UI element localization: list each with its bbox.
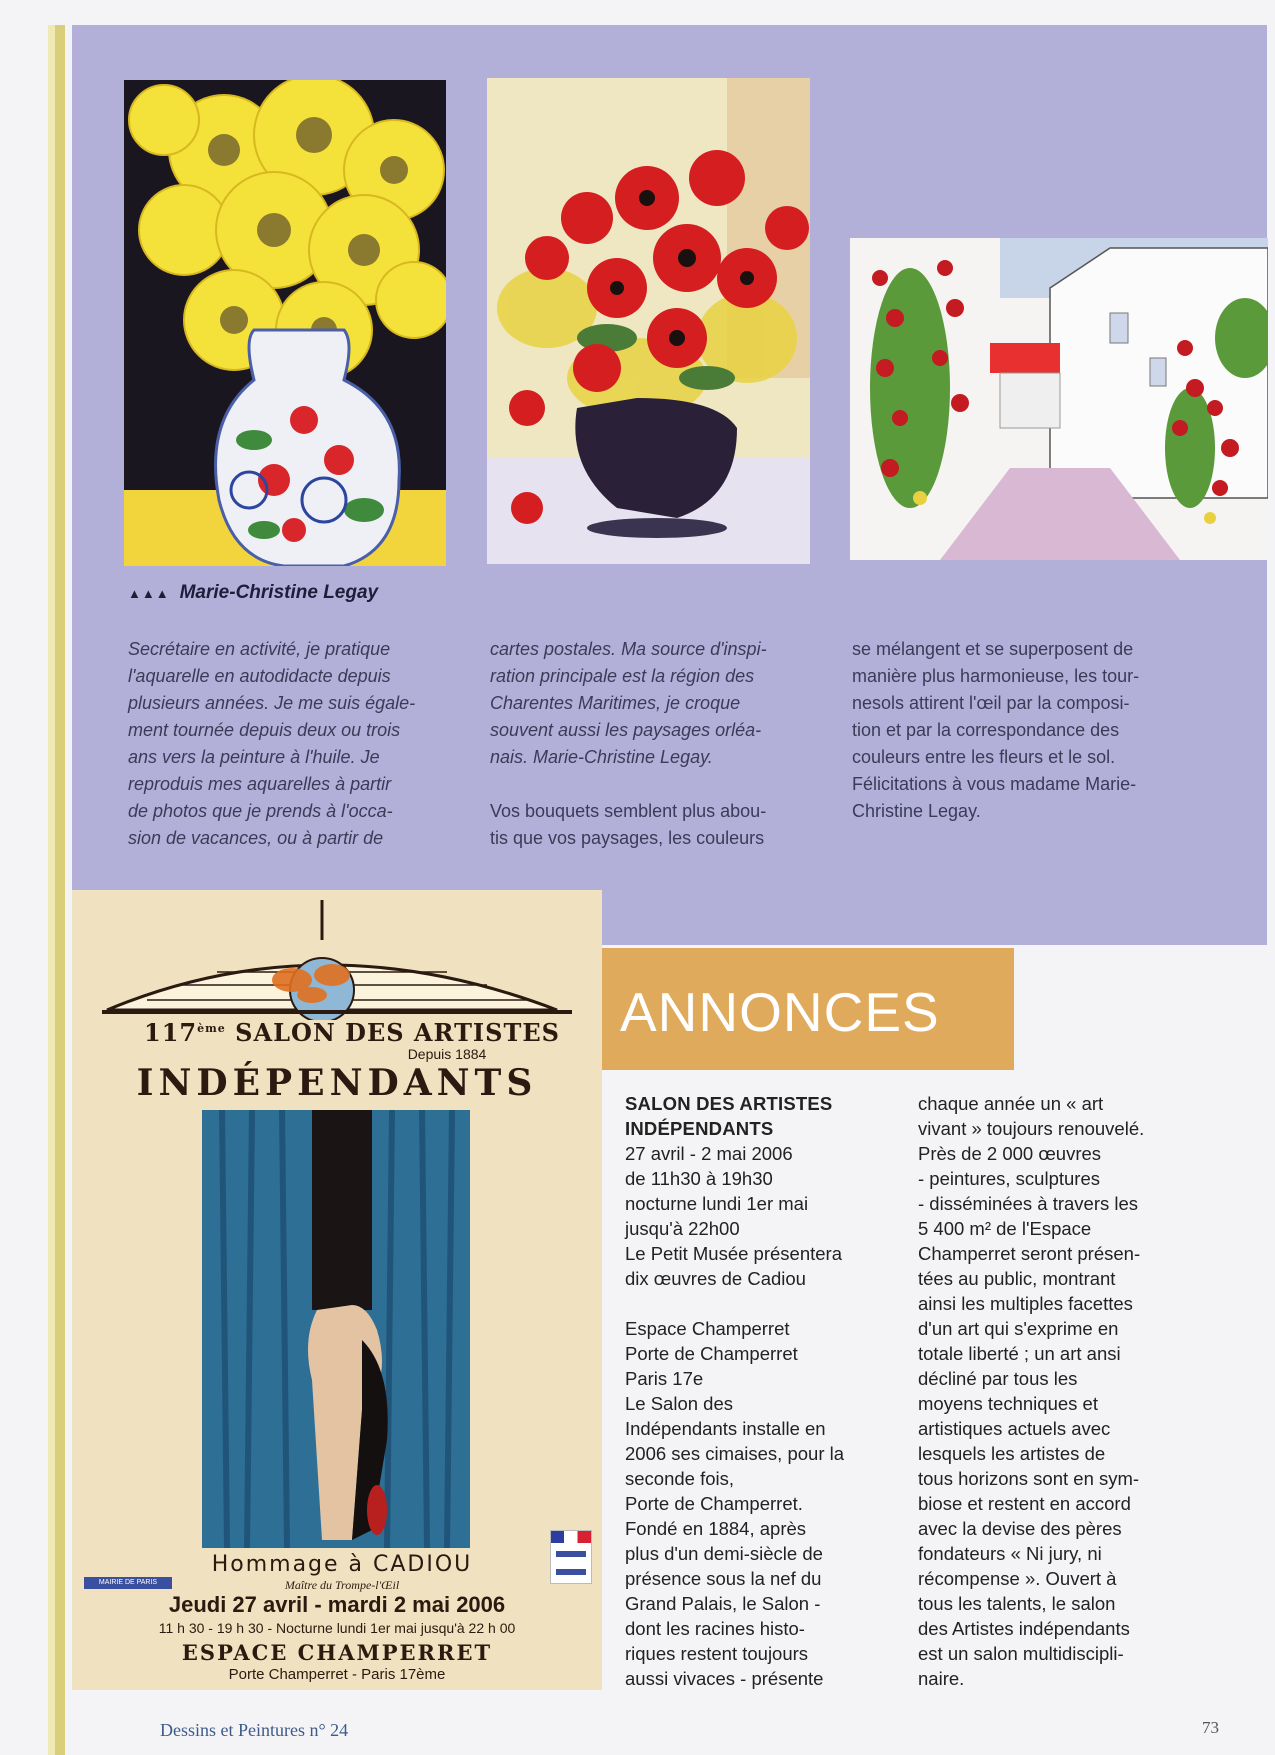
text-line: nesols attirent l'œil par la composi- [852, 693, 1130, 713]
article-column-1 [128, 636, 448, 852]
text-line: des Artistes indépendants [918, 1618, 1130, 1639]
painting-poppies [487, 78, 810, 564]
text-line: artistiques actuels avec [918, 1418, 1111, 1439]
text-line: récompense ». Ouvert à [918, 1568, 1117, 1589]
text-line: souvent aussi les paysages orléa- [490, 720, 762, 740]
cadiou-painting [202, 1110, 470, 1548]
poster-hommage: Hommage à CADIOU [211, 1552, 473, 1577]
text-line: Charentes Maritimes, je croque [490, 693, 741, 713]
text-line: tous horizons sont en sym- [918, 1468, 1140, 1489]
painting-hollyhocks [850, 238, 1268, 560]
text-line: ment tournée depuis deux ou trois [128, 720, 401, 740]
annonce-heading: INDÉPENDANTS [625, 1118, 774, 1139]
text-line: ration principale est la région des [490, 666, 755, 686]
text-line: tion et par la correspondance des [852, 720, 1120, 740]
poster-hours: 11 h 30 - 19 h 30 - Nocturne lundi 1er mai jusqu'à 22 h 00 [158, 1620, 516, 1636]
text-line: est un salon multidiscipli- [918, 1643, 1124, 1664]
text-line: ans vers la peinture à l'huile. Je [128, 747, 380, 767]
grand-palais-illustration [87, 900, 587, 1020]
text-line: plus d'un demi-siècle de [625, 1543, 823, 1564]
page-number: 73 [1202, 1718, 1219, 1737]
text-line: totale liberté ; un art ansi [918, 1343, 1121, 1364]
text-line: riques restent toujours [625, 1643, 809, 1664]
text-line: cartes postales. Ma source d'inspi- [490, 639, 767, 659]
text-line: Christine Legay. [852, 801, 981, 821]
artist-caption [128, 582, 378, 604]
text-line: ainsi les multiples facettes [918, 1293, 1133, 1314]
annonces-column-1 [625, 1091, 890, 1691]
poster-salon-line [127, 1018, 577, 1047]
text-line: naire. [918, 1668, 965, 1689]
text-line: décliné par tous les [918, 1368, 1078, 1389]
text-line: - peintures, sculptures [918, 1168, 1101, 1189]
ministry-logo [550, 1530, 592, 1584]
text-line: chaque année un « art [918, 1093, 1104, 1114]
text-line: de photos que je prends à l'occa- [128, 801, 393, 821]
text-line: Secrétaire en activité, je pratique [128, 639, 391, 659]
annonces-title: ANNONCES [620, 981, 940, 1043]
painting-sunflowers [124, 80, 446, 566]
text-line: Fondé en 1884, après [625, 1518, 807, 1539]
text-line: jusqu'à 22h00 [625, 1218, 740, 1239]
poster-salon: SALON DES ARTISTES [235, 1018, 560, 1047]
poster-independants: INDÉPENDANTS [136, 1062, 538, 1104]
text-line: l'aquarelle en autodidacte depuis [128, 666, 391, 686]
text-line: de 11h30 à 19h30 [625, 1168, 773, 1189]
text-line: nocturne lundi 1er mai [625, 1193, 809, 1214]
text-line: Porte de Champerret [625, 1343, 798, 1364]
poster-address: Porte Champerret - Paris 17ème [228, 1666, 446, 1683]
caption-markers: ▲▲▲ [128, 586, 170, 601]
salon-poster [72, 890, 602, 1690]
poster-dates: Jeudi 27 avril - mardi 2 mai 2006 [168, 1592, 506, 1617]
text-line: sion de vacances, ou à partir de [128, 828, 384, 848]
article-column-2 [490, 636, 810, 852]
text-line: moyens techniques et [918, 1393, 1098, 1414]
text-line: Grand Palais, le Salon - [625, 1593, 821, 1614]
text-line: d'un art qui s'exprime en [918, 1318, 1119, 1339]
text-line: avec la devise des pères [918, 1518, 1122, 1539]
text-line: dont les racines histo- [625, 1618, 805, 1639]
text-line: fondateurs « Ni jury, ni [918, 1543, 1102, 1564]
text-line: biose et restent en accord [918, 1493, 1131, 1514]
text-line: Vos bouquets semblent plus abou- [490, 801, 767, 821]
text-line: nais. Marie-Christine Legay. [490, 747, 713, 767]
text-line: Félicitations à vous madame Marie- [852, 774, 1137, 794]
text-line: aussi vivaces - présente [625, 1668, 824, 1689]
text-line: Le Salon des [625, 1393, 734, 1414]
text-line: 2006 ses cimaises, pour la [625, 1443, 845, 1464]
poster-edition: 117 [144, 1018, 198, 1047]
poster-venue: ESPACE CHAMPERRET [181, 1640, 493, 1665]
text-line: reproduis mes aquarelles à partir [128, 774, 392, 794]
magazine-footer: Dessins et Peintures n° 24 [160, 1720, 349, 1740]
poster-depuis: Depuis 1884 [407, 1046, 487, 1062]
text-line: manière plus harmonieuse, les tour- [852, 666, 1140, 686]
text-line: plusieurs années. Je me suis égale- [128, 693, 416, 713]
text-line: Espace Champerret [625, 1318, 790, 1339]
text-line: lesquels les artistes de [918, 1443, 1106, 1464]
text-line: 5 400 m² de l'Espace [918, 1218, 1092, 1239]
annonce-heading: SALON DES ARTISTES [625, 1093, 833, 1114]
text-line: 27 avril - 2 mai 2006 [625, 1143, 793, 1164]
text-line: se mélangent et se superposent de [852, 639, 1134, 659]
poster-maitre: Maître du Trompe-l'Œil [284, 1578, 400, 1592]
mairie-de-paris-logo: MAIRIE DE PARIS [84, 1577, 172, 1589]
text-line: dix œuvres de Cadiou [625, 1268, 806, 1289]
text-line: Champerret seront présen- [918, 1243, 1141, 1264]
page-edge-gold [55, 25, 65, 1755]
text-line: Paris 17e [625, 1368, 704, 1389]
page-edge [48, 25, 55, 1755]
text-line: tis que vos paysages, les couleurs [490, 828, 765, 848]
text-line: Le Petit Musée présentera [625, 1243, 842, 1264]
text-line: présence sous la nef du [625, 1568, 822, 1589]
annonces-column-2 [918, 1091, 1188, 1691]
text-line: tous les talents, le salon [918, 1593, 1116, 1614]
article-column-3 [852, 636, 1172, 825]
poster-edition-sup: ème [197, 1022, 226, 1035]
text-line: tées au public, montrant [918, 1268, 1116, 1289]
text-line: seconde fois, [625, 1468, 735, 1489]
text-line: Porte de Champerret. [625, 1493, 803, 1514]
text-line: Indépendants installe en [625, 1418, 826, 1439]
text-line: - disséminées à travers les [918, 1193, 1139, 1214]
artist-name: Marie-Christine Legay [179, 582, 379, 603]
text-line: Près de 2 000 œuvres [918, 1143, 1102, 1164]
text-line: couleurs entre les fleurs et le sol. [852, 747, 1116, 767]
text-line: vivant » toujours renouvelé. [918, 1118, 1145, 1139]
